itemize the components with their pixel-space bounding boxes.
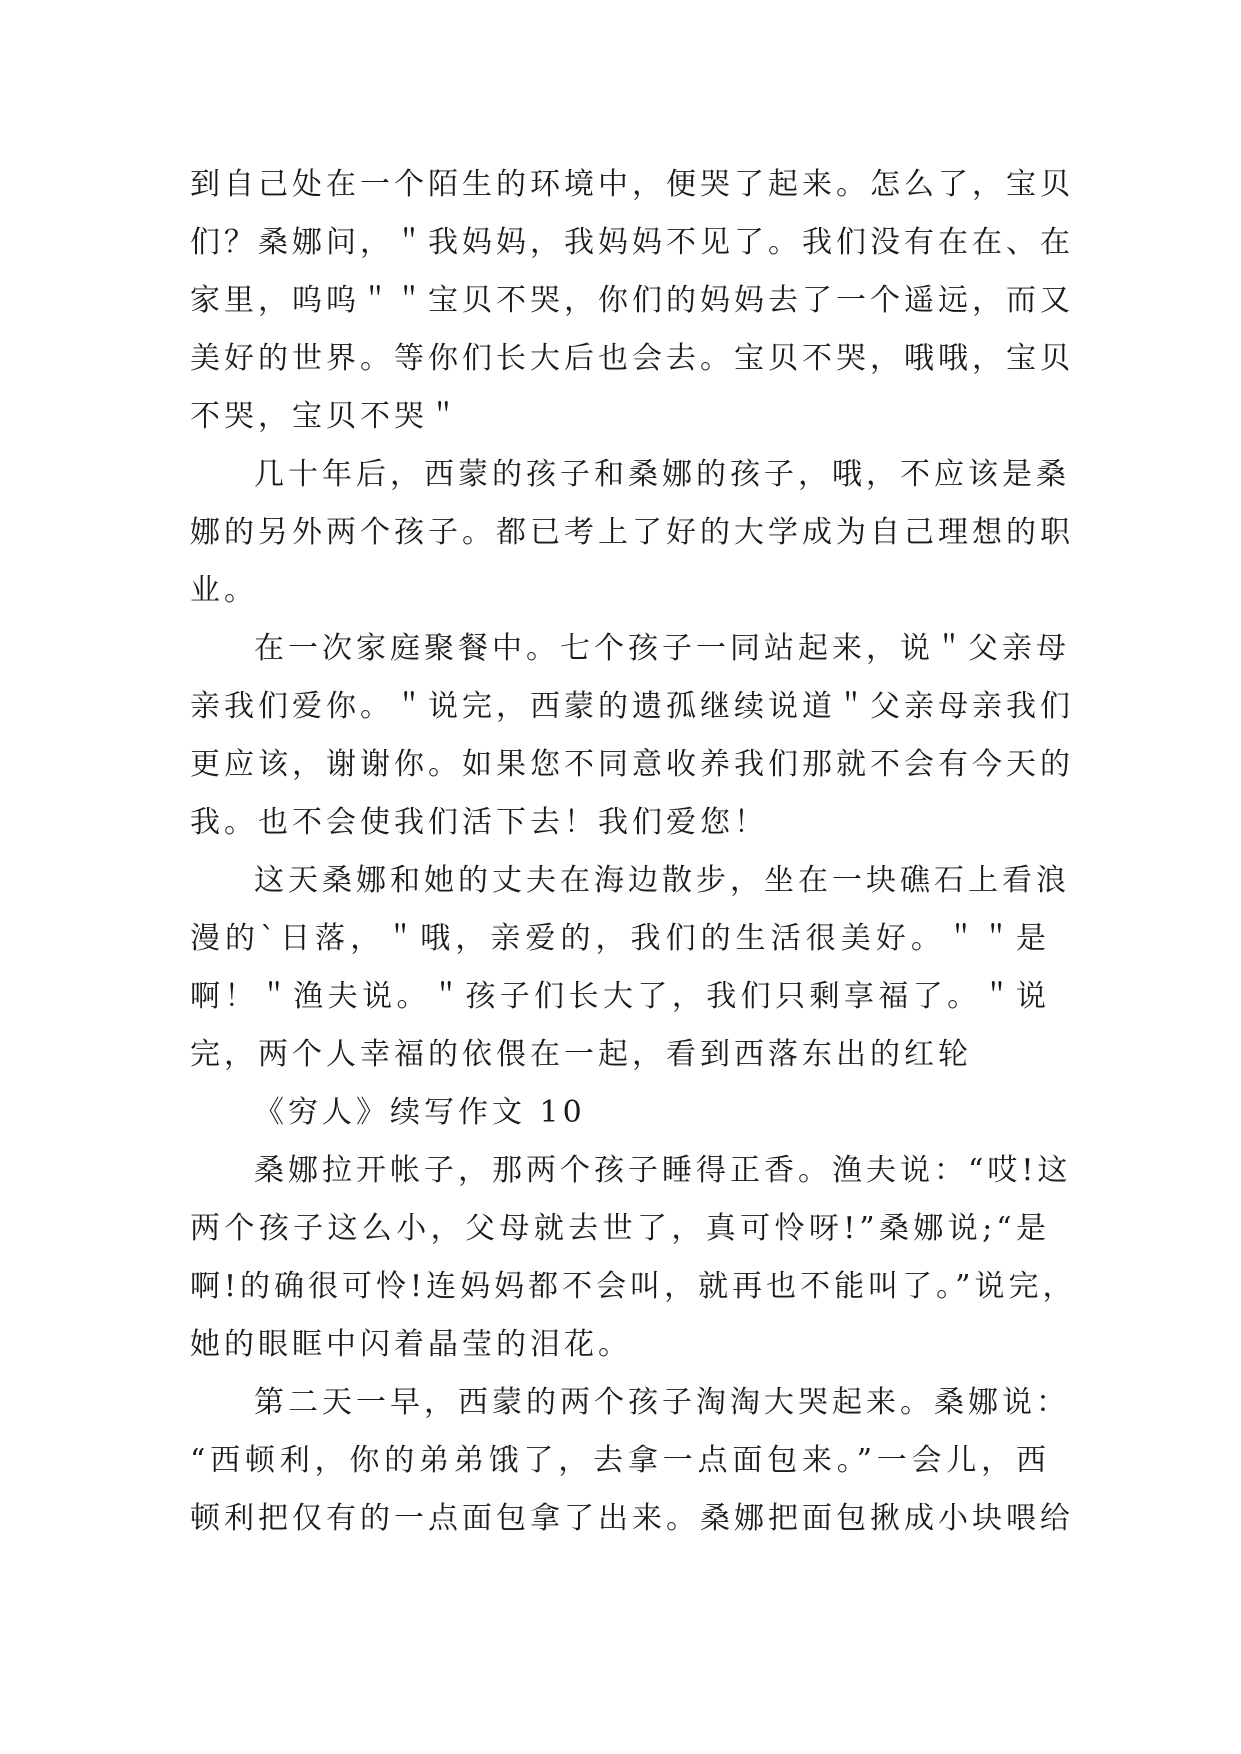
document-body <box>190 156 1077 1548</box>
text-line: 《穷人》续写作文 10 <box>254 1095 586 1130</box>
text-line: 桑娜拉开帐子，那两个孩子睡得正香。渔夫说：“哎!这 <box>254 1153 1072 1188</box>
text-line: 亲我们爱你。＂说完，西蒙的遗孤继续说道＂父亲母亲我们 <box>190 689 1074 724</box>
text-line: 她的眼眶中闪着晶莹的泪花。 <box>190 1327 632 1362</box>
text-line: 啊!的确很可怜!连妈妈都不会叫，就再也不能叫了。”说完， <box>190 1269 1077 1304</box>
text-line: 第二天一早，西蒙的两个孩子淘淘大哭起来。桑娜说： <box>254 1385 1070 1420</box>
text-line: 在一次家庭聚餐中。七个孩子一同站起来，说＂父亲母 <box>254 631 1070 666</box>
text-line: 完，两个人幸福的依偎在一起，看到西落东出的红轮 <box>190 1037 972 1072</box>
text-line: 我。也不会使我们活下去！我们爱您！ <box>190 805 768 840</box>
text-line: 啊！＂渔夫说。＂孩子们长大了，我们只剩享福了。＂说 <box>190 979 1050 1014</box>
text-line: 几十年后，西蒙的孩子和桑娜的孩子，哦，不应该是桑 <box>254 457 1070 492</box>
text-line: 家里，呜呜＂＂宝贝不哭，你们的妈妈去了一个遥远，而又 <box>190 283 1074 318</box>
text-line: 娜的另外两个孩子。都已考上了好的大学成为自己理想的职 <box>190 515 1074 550</box>
text-line: “西顿利，你的弟弟饿了，去拿一点面包来。”一会儿，西 <box>190 1443 1050 1478</box>
text-line: 不哭，宝贝不哭＂ <box>190 399 462 434</box>
text-line: 这天桑娜和她的丈夫在海边散步，坐在一块礁石上看浪 <box>254 863 1070 898</box>
text-line: 两个孩子这么小，父母就去世了，真可怜呀!”桑娜说;“是 <box>190 1211 1050 1246</box>
text-line: 到自己处在一个陌生的环境中，便哭了起来。怎么了，宝贝 <box>190 167 1074 202</box>
text-line: 们？桑娜问，＂我妈妈，我妈妈不见了。我们没有在在、在 <box>190 225 1074 260</box>
text-line: 业。 <box>190 573 258 608</box>
text-line: 顿利把仅有的一点面包拿了出来。桑娜把面包揪成小块喂给 <box>190 1501 1074 1536</box>
text-line: 更应该，谢谢你。如果您不同意收养我们那就不会有今天的 <box>190 747 1074 782</box>
text-line: 漫的`日落，＂哦，亲爱的，我们的生活很美好。＂＂是 <box>190 921 1050 956</box>
text-line: 美好的世界。等你们长大后也会去。宝贝不哭，哦哦，宝贝 <box>190 341 1074 376</box>
